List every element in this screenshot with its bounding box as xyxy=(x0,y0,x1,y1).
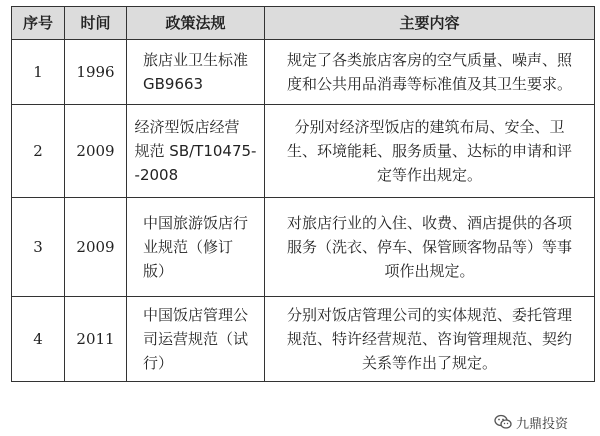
content-line: 分别对经济型饭店的建筑布局、安全、卫 xyxy=(294,118,565,136)
content-line: 分别对饭店管理公司的实体规范、委托管理 xyxy=(286,306,572,324)
header-time: 时间 xyxy=(65,7,127,40)
cell-policy xyxy=(127,105,265,198)
content-line: 关系等作出了规定。 xyxy=(361,354,497,372)
content-line: 定等作出规定。 xyxy=(376,166,482,184)
cell-content xyxy=(265,105,595,198)
cell-index: 4 xyxy=(12,297,65,382)
watermark-text: 九鼎投资 xyxy=(516,416,569,432)
policy-line: 规范 SB/T10475- xyxy=(134,142,257,160)
policy-line: 中国旅游饭店行 xyxy=(142,214,248,232)
content-line: 对旅店行业的入住、收费、酒店提供的各项 xyxy=(286,214,572,232)
content-line: 生、环境能耗、服务质量、达标的申请和评 xyxy=(286,142,572,160)
policy-line: 行） xyxy=(142,354,173,372)
content-line: 服务（洗衣、停车、保管顾客物品等）等事 xyxy=(286,238,572,256)
cell-index: 3 xyxy=(12,198,65,297)
cell-index: 1 xyxy=(12,40,65,105)
cell-content xyxy=(265,297,595,382)
policy-line: -2008 xyxy=(134,166,179,184)
header-content: 主要内容 xyxy=(265,7,595,40)
policy-line: 版） xyxy=(142,262,173,280)
cell-content xyxy=(265,40,595,105)
cell-policy xyxy=(127,297,265,382)
policy-table xyxy=(11,6,595,382)
content-line: 规范、特许经营规范、咨询管理规范、契约 xyxy=(286,330,572,348)
cell-content xyxy=(265,198,595,297)
policy-line: GB9663 xyxy=(142,75,204,93)
header-policy: 政策法规 xyxy=(127,7,265,40)
content-line: 项作出规定。 xyxy=(384,262,475,280)
policy-line: 经济型饭店经营 xyxy=(134,118,240,136)
cell-index: 2 xyxy=(12,105,65,198)
policy-line: 司运营规范（试 xyxy=(142,330,248,348)
table-row xyxy=(12,105,595,198)
table-row xyxy=(12,297,595,382)
cell-year: 2011 xyxy=(65,297,127,382)
cell-year: 2009 xyxy=(65,105,127,198)
cell-year: 1996 xyxy=(65,40,127,105)
table-row xyxy=(12,40,595,105)
content-line: 度和公共用品消毒等标准值及其卫生要求。 xyxy=(286,75,572,93)
policy-line: 旅店业卫生标准 xyxy=(142,51,248,69)
policy-line: 业规范（修订 xyxy=(142,238,233,256)
cell-policy xyxy=(127,198,265,297)
table-header-row xyxy=(12,7,595,40)
watermark xyxy=(494,412,568,432)
table-row xyxy=(12,198,595,297)
wechat-icon xyxy=(494,414,512,430)
policy-line: 中国饭店管理公 xyxy=(142,306,248,324)
content-line: 规定了各类旅店客房的空气质量、噪声、照 xyxy=(286,51,572,69)
header-index: 序号 xyxy=(12,7,65,40)
cell-year: 2009 xyxy=(65,198,127,297)
cell-policy xyxy=(127,40,265,105)
